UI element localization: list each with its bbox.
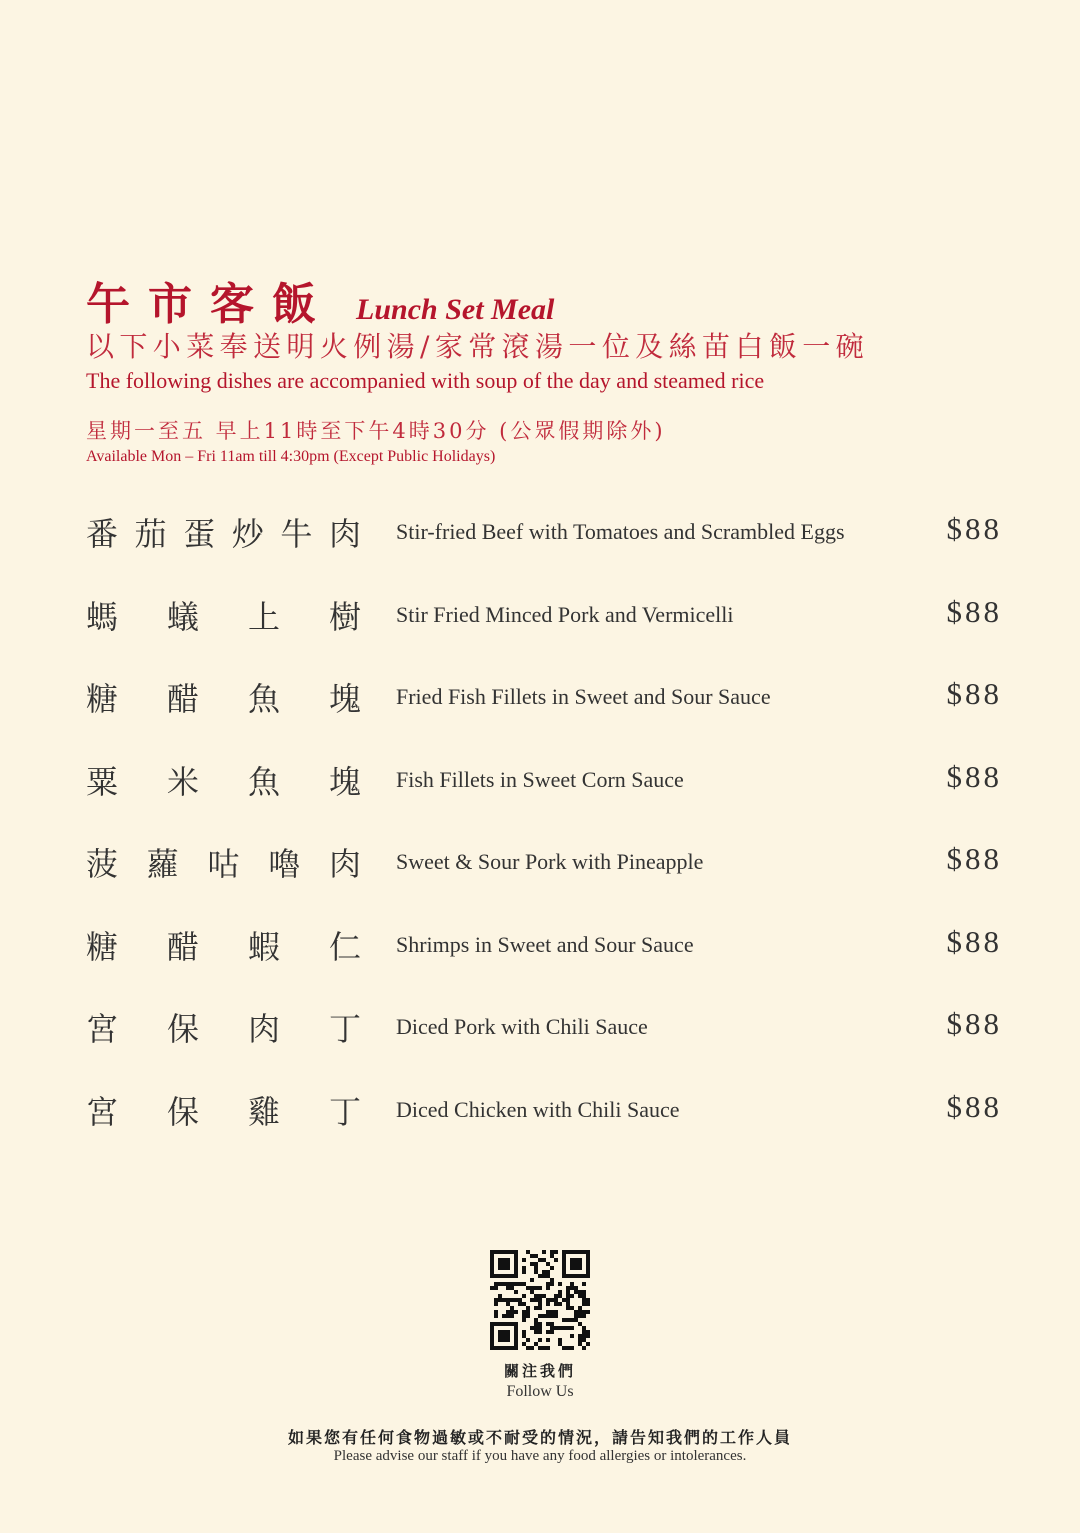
title-chinese: 午市客飯	[86, 279, 334, 330]
dish-name-char: 蛋	[183, 515, 216, 553]
dish-name-chinese	[86, 592, 361, 638]
dish-name-chinese	[86, 1004, 361, 1050]
dish-name-char: 保	[167, 1010, 200, 1048]
dish-name-char: 米	[167, 762, 200, 801]
dish-name-char: 炒	[231, 515, 264, 553]
allergy-notice-chinese: 如果您有任何食物過敏或不耐受的情況，請告知我們的工作人員	[287, 1428, 792, 1447]
dish-name-char: 肉	[328, 515, 361, 553]
dish-name-char: 宮	[86, 1092, 119, 1131]
title-english: Lunch Set Meal	[356, 293, 555, 326]
menu-item	[86, 918, 1016, 1001]
dish-name-chinese	[86, 922, 361, 968]
follow-us-chinese: 關注我們	[503, 1362, 576, 1380]
dish-name-char: 番	[86, 515, 119, 553]
dish-name-char: 茄	[134, 515, 167, 553]
subtitle-english: The following dishes are accompanied with soup of the day and steamed rice	[86, 368, 765, 393]
dish-name-char: 樹	[329, 597, 362, 636]
dish-name-english: Stir Fried Minced Pork and Vermicelli	[396, 601, 734, 627]
dish-price: $88	[946, 593, 1002, 629]
dish-name-char: 蘿	[146, 845, 179, 883]
dish-name-char: 保	[167, 1092, 200, 1131]
dish-name-char: 丁	[329, 1010, 362, 1048]
qr-code-icon[interactable]	[490, 1250, 590, 1350]
dish-name-char: 嚕	[268, 845, 301, 883]
dish-price: $88	[946, 511, 1002, 546]
dish-price: $88	[946, 758, 1002, 794]
dish-name-english: Fried Fish Fillets in Sweet and Sour Sauce	[396, 684, 771, 709]
dish-name-chinese	[86, 757, 361, 803]
menu-item	[86, 670, 1016, 753]
dish-name-char: 醋	[167, 927, 200, 966]
dish-name-english: Stir-fried Beef with Tomatoes and Scrambled Eggs	[396, 519, 845, 544]
dish-name-char: 螞	[86, 597, 119, 636]
follow-us-english: Follow Us	[506, 1383, 574, 1400]
hours-chinese: 星期一至五 早上11時至下午4時30分 (公眾假期除外)	[86, 419, 666, 443]
subtitle-chinese: 以下小菜奉送明火例湯/家常滾湯一位及絲苗白飯一碗	[86, 330, 870, 363]
dish-name-char: 咕	[207, 845, 240, 883]
menu-header	[86, 268, 1036, 468]
dish-name-chinese	[86, 509, 361, 555]
menu-list	[86, 505, 1016, 1165]
menu-item	[86, 588, 1016, 671]
dish-name-char: 肉	[329, 845, 362, 883]
dish-name-char: 雞	[248, 1092, 281, 1131]
hours-english: Available Mon – Fri 11am till 4:30pm (Except Public Holidays)	[86, 448, 496, 465]
menu-item	[86, 1000, 1016, 1083]
dish-name-char: 塊	[329, 762, 362, 801]
dish-name-english: Sweet & Sour Pork with Pineapple	[396, 849, 704, 874]
dish-name-char: 粟	[86, 762, 119, 801]
dish-name-english: Fish Fillets in Sweet Corn Sauce	[396, 766, 684, 792]
dish-name-char: 蝦	[248, 927, 281, 966]
dish-name-char: 菠	[86, 845, 119, 883]
dish-name-char: 糖	[86, 680, 119, 718]
dish-name-english: Shrimps in Sweet and Sour Sauce	[396, 931, 694, 957]
dish-name-char: 仁	[329, 927, 362, 966]
dish-name-char: 丁	[329, 1092, 362, 1131]
menu-item	[86, 1083, 1016, 1166]
dish-price: $88	[946, 676, 1002, 711]
menu-item	[86, 505, 1016, 588]
title-row	[86, 268, 1036, 328]
dish-price: $88	[946, 1006, 1002, 1041]
dish-name-chinese	[86, 1087, 361, 1133]
dish-name-char: 蟻	[167, 597, 200, 636]
dish-name-chinese	[86, 674, 361, 720]
allergy-notice-english: Please advise our staff if you have any food allergies or intolerances.	[333, 1448, 747, 1464]
menu-item	[86, 753, 1016, 836]
dish-name-english: Diced Pork with Chili Sauce	[396, 1014, 648, 1039]
dish-price: $88	[946, 841, 1002, 876]
dish-name-char: 魚	[248, 762, 281, 801]
dish-name-chinese	[86, 839, 361, 885]
dish-name-char: 肉	[248, 1010, 281, 1048]
dish-price: $88	[946, 1088, 1002, 1124]
dish-name-english: Diced Chicken with Chili Sauce	[396, 1096, 680, 1122]
dish-name-char: 魚	[248, 680, 281, 718]
menu-item	[86, 835, 1016, 918]
dish-name-char: 宮	[86, 1010, 119, 1048]
dish-name-char: 塊	[329, 680, 362, 718]
dish-name-char: 糖	[86, 927, 119, 966]
dish-name-char: 醋	[167, 680, 200, 718]
dish-name-char: 上	[248, 597, 281, 636]
dish-price: $88	[946, 923, 1002, 959]
dish-name-char: 牛	[280, 515, 313, 553]
